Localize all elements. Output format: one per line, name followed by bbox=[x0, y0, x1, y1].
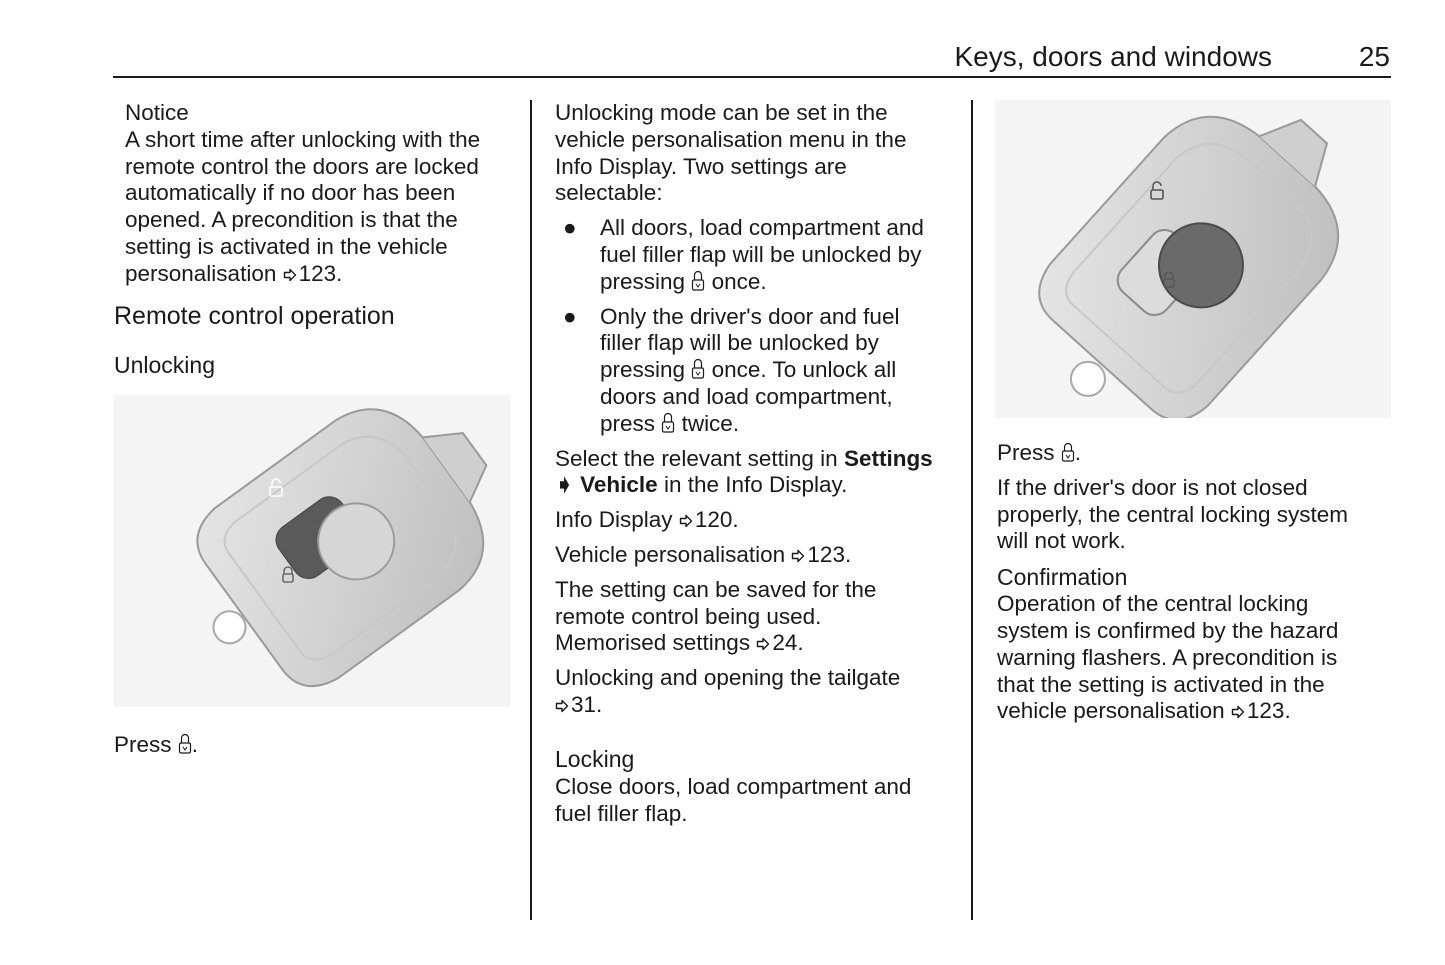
remote-control-heading: Remote control operation bbox=[114, 302, 395, 330]
bullet1-line: All doors, load compartment and bbox=[600, 215, 924, 241]
cross-reference-arrow-icon bbox=[791, 549, 805, 563]
bullet2-line bbox=[600, 357, 955, 384]
list-item bbox=[555, 215, 955, 295]
intro-line: vehicle personalisation menu in the bbox=[555, 126, 907, 152]
locking-line: Close doors, load compartment and bbox=[555, 774, 912, 799]
bullet-marker: ● bbox=[563, 303, 577, 329]
settings-menu-label: Settings bbox=[843, 445, 933, 471]
key-fob-lock-figure bbox=[995, 100, 1391, 418]
notice-line-last bbox=[125, 261, 525, 288]
unlock-icon bbox=[178, 733, 192, 755]
bullet2-pre: pressing bbox=[600, 357, 686, 383]
unlock-icon bbox=[661, 412, 675, 434]
press-lock-line bbox=[997, 440, 1387, 467]
info-display-link[interactable]: 120. bbox=[694, 507, 739, 533]
select-setting-line bbox=[555, 446, 955, 473]
confirmation-line-last bbox=[997, 698, 1387, 725]
column-divider-2 bbox=[971, 100, 973, 920]
bullet2-line: Only the driver's door and fuel bbox=[600, 303, 900, 329]
driver-line: will not work. bbox=[997, 528, 1126, 554]
intro-line: Info Display. Two settings are bbox=[555, 153, 847, 179]
notice-line: setting is activated in the vehicle bbox=[125, 233, 448, 259]
info-display-text: Info Display bbox=[555, 507, 673, 533]
notice-ref-link[interactable]: 123. bbox=[298, 260, 343, 286]
lock-icon bbox=[1061, 441, 1075, 463]
vehicle-personalisation-link[interactable]: 123. bbox=[807, 541, 852, 567]
notice-block bbox=[125, 100, 525, 288]
press-unlock-line bbox=[114, 732, 198, 759]
saved-line: The setting can be saved for the bbox=[555, 576, 877, 602]
intro-line: selectable: bbox=[555, 180, 663, 206]
bullet1-line: fuel filler flap will be unlocked by bbox=[600, 241, 922, 267]
bullet1-post: once. bbox=[711, 268, 767, 294]
unlocking-heading: Unlocking bbox=[114, 352, 215, 378]
driver-line: If the driver's door is not closed bbox=[997, 474, 1308, 500]
bullet2-line: filler flap will be unlocked by bbox=[600, 330, 879, 356]
cross-reference-arrow-icon bbox=[756, 637, 770, 651]
notice-line: opened. A precondition is that the bbox=[125, 207, 458, 233]
tailgate-ref bbox=[555, 692, 955, 719]
locking-block bbox=[555, 774, 955, 828]
select-post: in the Info Display. bbox=[663, 472, 848, 498]
confirmation-line: that the setting is activated in the bbox=[997, 671, 1325, 697]
press-period: . bbox=[1074, 440, 1082, 465]
memorised-text: Memorised settings bbox=[555, 630, 751, 656]
header-rule bbox=[113, 76, 1391, 78]
notice-heading: Notice bbox=[125, 100, 189, 125]
bullet2-pre2: press bbox=[600, 410, 656, 436]
select-pre: Select the relevant setting in bbox=[555, 445, 838, 471]
cross-reference-arrow-icon bbox=[555, 699, 569, 713]
notice-line: remote control the doors are locked bbox=[125, 153, 479, 179]
memorised-settings-ref bbox=[555, 630, 955, 657]
key-fob-unlock-figure bbox=[114, 395, 510, 707]
cross-reference-arrow-icon bbox=[1231, 705, 1245, 719]
unlock-icon bbox=[691, 270, 705, 292]
notice-last-text: personalisation bbox=[125, 260, 277, 286]
confirmation-heading: Confirmation bbox=[997, 564, 1128, 591]
column-3 bbox=[997, 440, 1387, 725]
press-period: . bbox=[191, 732, 199, 757]
column-divider-1 bbox=[530, 100, 532, 920]
bullet2-post2: twice. bbox=[681, 410, 740, 436]
select-setting-line-2 bbox=[555, 472, 955, 499]
notice-line: A short time after unlocking with the bbox=[125, 126, 481, 152]
press-label: Press bbox=[114, 732, 172, 757]
bullet2-line bbox=[600, 411, 955, 438]
intro-line: Unlocking mode can be set in the bbox=[555, 100, 888, 125]
memorised-link[interactable]: 24. bbox=[772, 630, 804, 656]
confirmation-line: Operation of the central locking bbox=[997, 591, 1309, 617]
header-title: Keys, doors and windows bbox=[954, 41, 1272, 72]
tailgate-link[interactable]: 31. bbox=[571, 691, 603, 717]
press-label: Press bbox=[997, 440, 1055, 465]
bullet2-post: once. To unlock all bbox=[711, 357, 897, 383]
notice-line: automatically if no door has been bbox=[125, 180, 456, 206]
confirmation-last-text: vehicle personalisation bbox=[997, 698, 1225, 724]
vehicle-personalisation-ref bbox=[555, 542, 955, 569]
settings-list bbox=[555, 215, 955, 437]
driver-line: properly, the central locking system bbox=[997, 501, 1348, 527]
vehicle-menu-label: Vehicle bbox=[580, 472, 658, 498]
vehicle-personalisation-text: Vehicle personalisation bbox=[555, 541, 786, 567]
column-2 bbox=[555, 100, 955, 719]
bullet-marker: ● bbox=[563, 215, 577, 241]
confirmation-line: warning flashers. A precondition is bbox=[997, 644, 1338, 670]
saved-line: remote control being used. bbox=[555, 603, 822, 629]
page-number: 25 bbox=[1358, 41, 1390, 72]
cross-reference-arrow-icon bbox=[679, 514, 693, 528]
locking-line: fuel filler flap. bbox=[555, 800, 688, 826]
bullet1-pre: pressing bbox=[600, 268, 686, 294]
tailgate-line: Unlocking and opening the tailgate bbox=[555, 665, 901, 691]
locking-heading: Locking bbox=[555, 746, 635, 772]
unlock-icon bbox=[691, 358, 705, 380]
bullet1-line bbox=[600, 269, 955, 296]
confirmation-ref-link[interactable]: 123. bbox=[1246, 698, 1291, 724]
info-display-ref bbox=[555, 507, 955, 534]
list-item bbox=[555, 304, 955, 438]
bullet2-line: doors and load compartment, bbox=[600, 383, 893, 409]
confirmation-line: system is confirmed by the hazard bbox=[997, 617, 1339, 643]
menu-arrow-icon: ➧ bbox=[555, 472, 574, 498]
cross-reference-arrow-icon bbox=[283, 268, 297, 282]
